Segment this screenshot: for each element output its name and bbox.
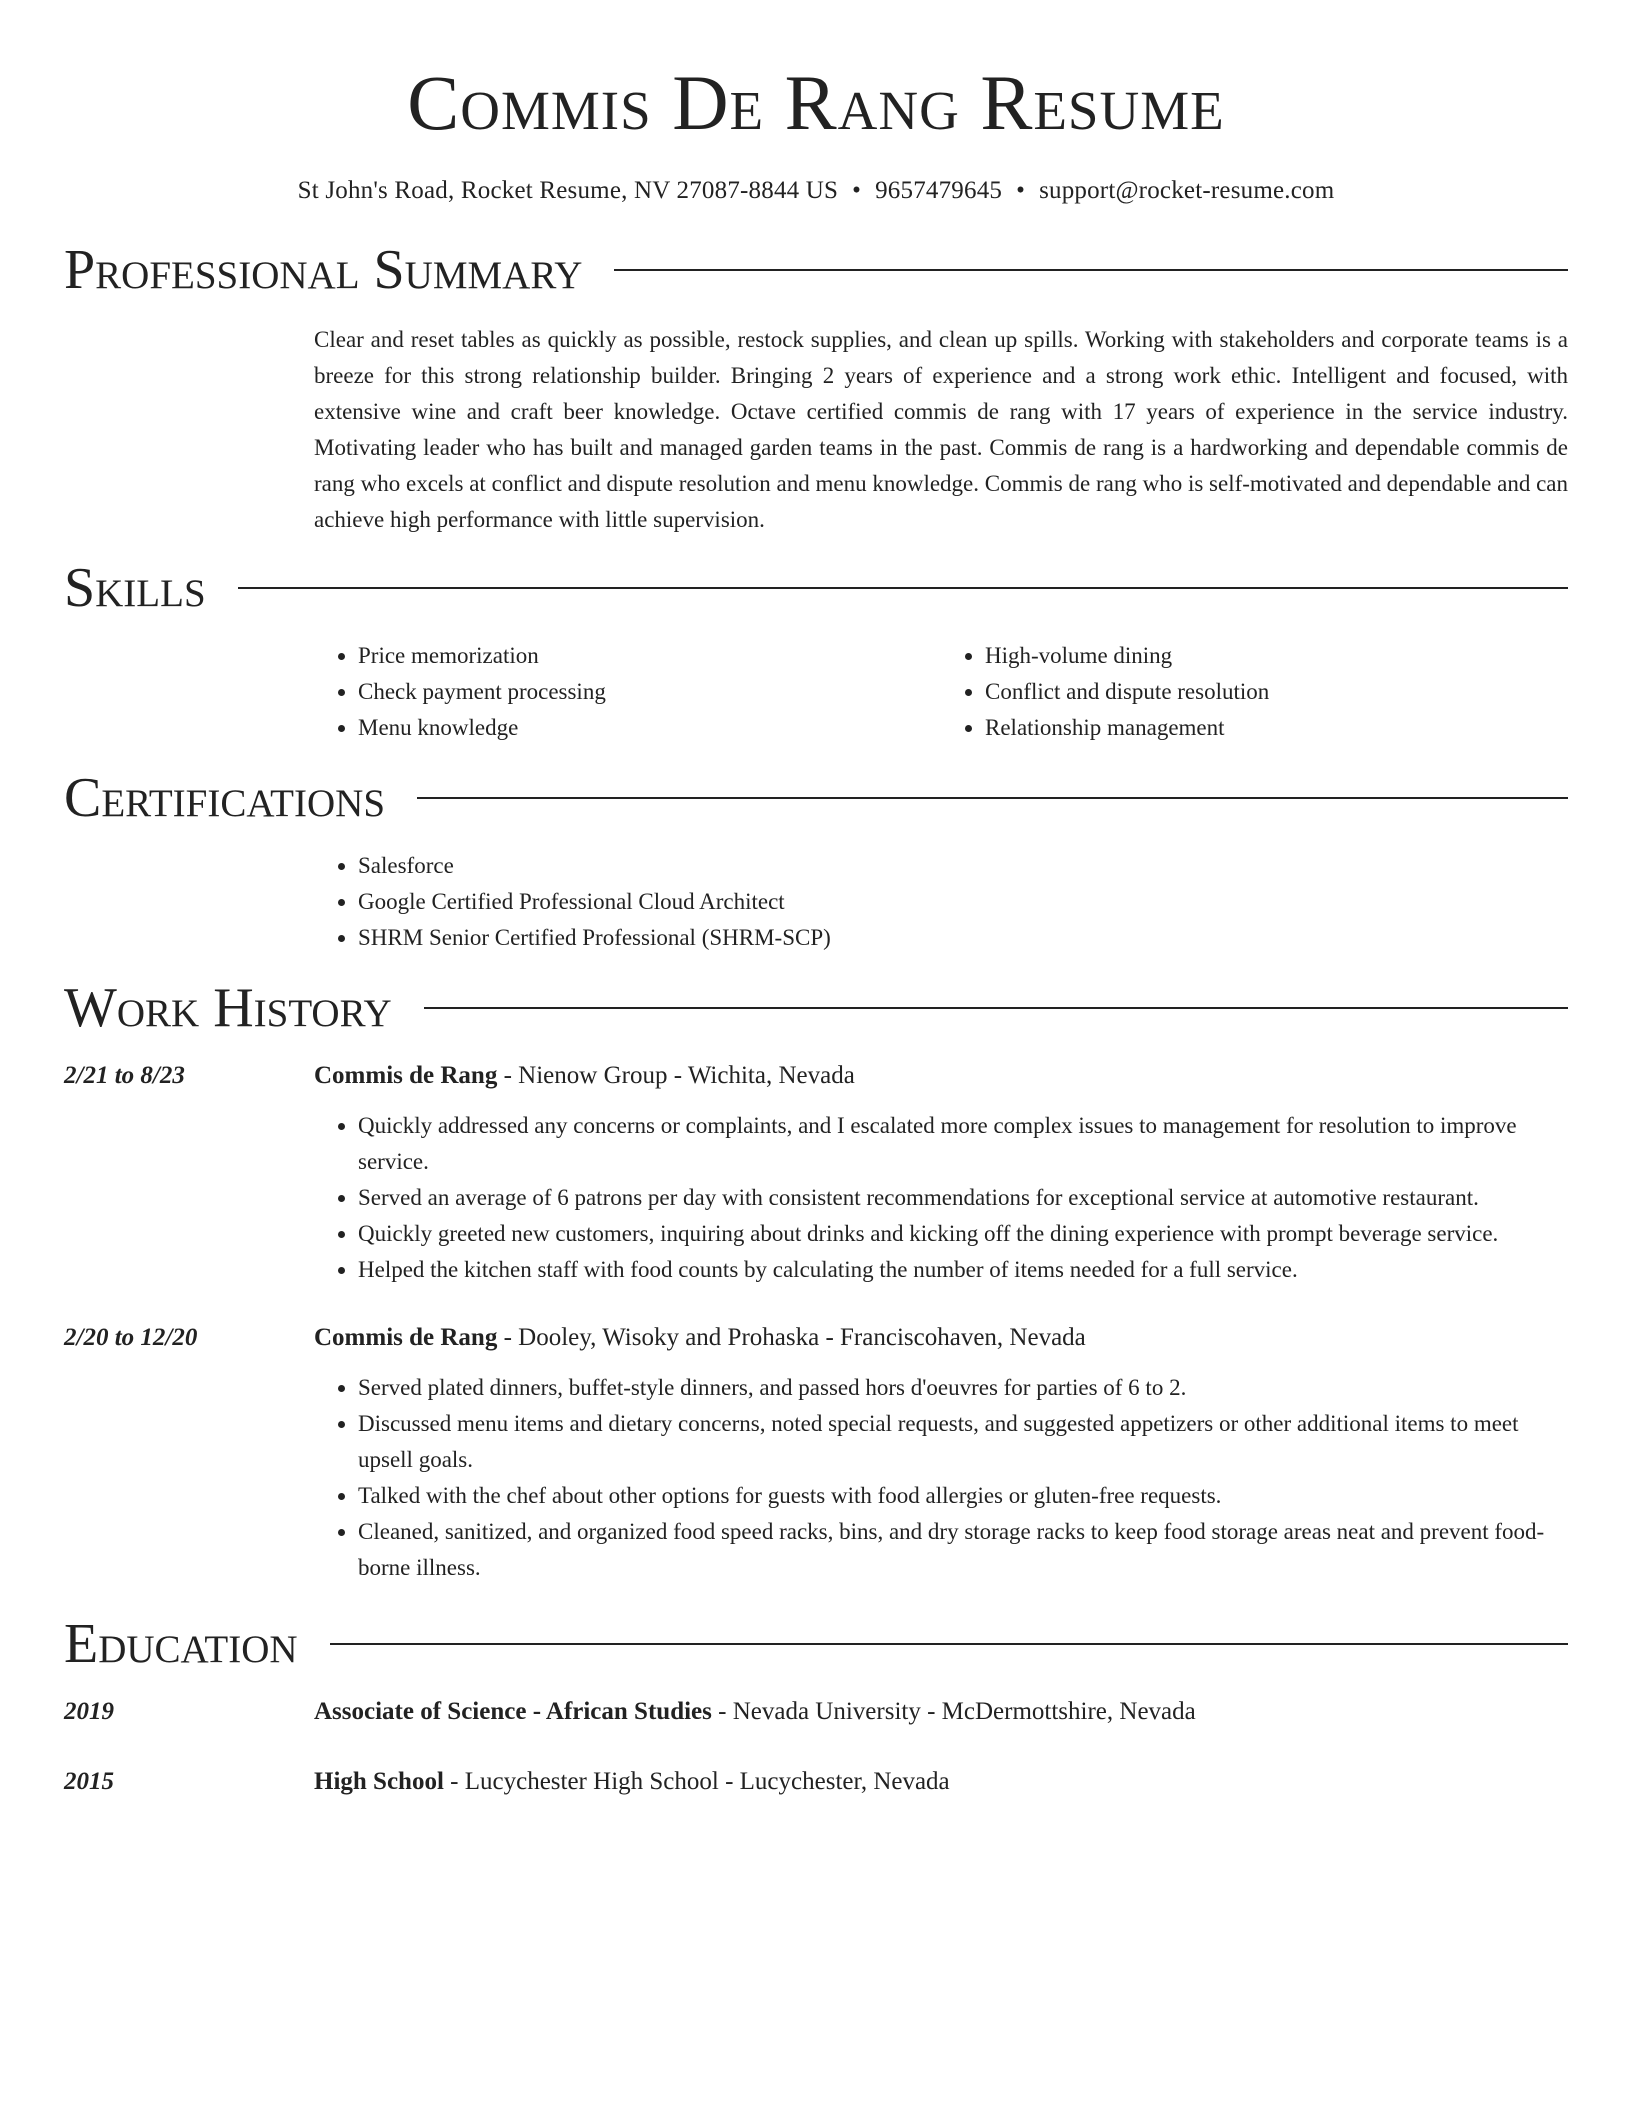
- job-entry: [64, 1058, 1568, 1288]
- certifications-heading: Certifications: [64, 767, 386, 829]
- skill-item: • High-volume dining: [985, 638, 1568, 674]
- summary-section-header: [64, 240, 1568, 300]
- education-heading: Education: [64, 1613, 298, 1675]
- job-duty-item: • Quickly greeted new customers, inquiring about drinks and kicking off the dining experience with prompt beverage service.: [358, 1216, 1568, 1252]
- job-employer: - Nienow Group - Wichita, Nevada: [497, 1062, 855, 1089]
- contact-separator: •: [1016, 177, 1026, 204]
- skill-item: • Check payment processing: [358, 674, 941, 710]
- section-divider: [614, 269, 1568, 271]
- summary-heading: Professional Summary: [64, 239, 583, 301]
- job-duty-item: • Discussed menu items and dietary concerns, noted special requests, and suggested appetizers or other additional items to meet upsell goals.: [358, 1406, 1568, 1478]
- education-section-header: [64, 1614, 1568, 1674]
- certification-item: • Salesforce: [358, 848, 1568, 884]
- job-employer: - Dooley, Wisoky and Prohaska - Franciscohaven, Nevada: [497, 1324, 1086, 1351]
- contact-address: St John's Road, Rocket Resume, NV 27087-8844 US: [297, 177, 839, 204]
- job-duty-item: • Served an average of 6 patrons per day with consistent recommendations for exceptional service at automotive restaurant.: [358, 1180, 1568, 1216]
- skills-column-left: [314, 638, 941, 746]
- contact-line: [64, 176, 1568, 206]
- job-duty-item: • Quickly addressed any concerns or complaints, and I escalated more complex issues to management for resolution to improve service.: [358, 1108, 1568, 1180]
- education-entry: [64, 1694, 1568, 1730]
- education-entry: [64, 1764, 1568, 1800]
- education-title-line: [314, 1764, 950, 1800]
- job-dates: 2/21 to 8/23: [64, 1062, 185, 1089]
- education-school: - Nevada University - McDermottshire, Nevada: [711, 1698, 1196, 1725]
- job-title-line: [314, 1320, 1086, 1356]
- education-title-line: [314, 1694, 1196, 1730]
- education-year: 2015: [64, 1768, 114, 1795]
- job-title: Commis de Rang: [314, 1324, 498, 1351]
- job-duty-item: • Cleaned, sanitized, and organized food speed racks, bins, and dry storage racks to keep food storage areas neat and prevent food-borne illness.: [358, 1514, 1568, 1586]
- job-title: Commis de Rang: [314, 1062, 498, 1089]
- certification-item: • SHRM Senior Certified Professional (SHRM-SCP): [358, 920, 1568, 956]
- contact-email: support@rocket-resume.com: [1039, 177, 1335, 204]
- job-duty-item: • Served plated dinners, buffet-style dinners, and passed hors d'oeuvres for parties of 6 to 2.: [358, 1370, 1568, 1406]
- work-history-section-header: [64, 978, 1568, 1038]
- work-history-heading: Work History: [64, 977, 392, 1039]
- certification-item: • Google Certified Professional Cloud Architect: [358, 884, 1568, 920]
- section-divider: [424, 1007, 1568, 1009]
- contact-separator: •: [852, 177, 862, 204]
- skill-item: • Relationship management: [985, 710, 1568, 746]
- skills-heading: Skills: [64, 557, 206, 619]
- skills-list: [314, 638, 1568, 746]
- job-duty-item: • Talked with the chef about other options for guests with food allergies or gluten-free requests.: [358, 1478, 1568, 1514]
- job-entry: [64, 1320, 1568, 1586]
- job-duties: [314, 1370, 1568, 1586]
- resume-title: Commis De Rang Resume: [407, 59, 1225, 146]
- job-duties: [314, 1108, 1568, 1288]
- skill-item: • Conflict and dispute resolution: [985, 674, 1568, 710]
- certifications-list: [314, 848, 1568, 956]
- education-degree: High School: [314, 1768, 444, 1795]
- education-school: - Lucychester High School - Lucychester, Nevada: [443, 1768, 950, 1795]
- section-divider: [330, 1643, 1568, 1645]
- section-divider: [238, 587, 1568, 589]
- certifications-section-header: [64, 768, 1568, 828]
- section-divider: [417, 797, 1568, 799]
- summary-text: Clear and reset tables as quickly as possible, restock supplies, and clean up spills. Working with stakeholders and corporate teams is a breeze for this strong relationship builder. Bringing 2 years of experience and a strong work ethic. Intelligent and focused, with extensive wine and craft beer knowledge. Octave certified commis de rang with 17 years of experience in the service industry. Motivating leader who has built and managed garden teams in the past. Commis de rang is a hardworking and dependable commis de rang who excels at conflict and dispute resolution and menu knowledge. Commis de rang who is self-motivated and dependable and can achieve high performance with little supervision.: [314, 327, 1568, 532]
- skills-column-right: [941, 638, 1568, 746]
- contact-phone: 9657479645: [875, 177, 1003, 204]
- skill-item: • Menu knowledge: [358, 710, 941, 746]
- education-year: 2019: [64, 1698, 114, 1725]
- skill-item: • Price memorization: [358, 638, 941, 674]
- job-duty-item: • Helped the kitchen staff with food counts by calculating the number of items needed for a full service.: [358, 1252, 1568, 1288]
- job-dates: 2/20 to 12/20: [64, 1324, 198, 1351]
- skills-section-header: [64, 558, 1568, 618]
- job-title-line: [314, 1058, 855, 1094]
- education-degree: Associate of Science - African Studies: [314, 1698, 712, 1725]
